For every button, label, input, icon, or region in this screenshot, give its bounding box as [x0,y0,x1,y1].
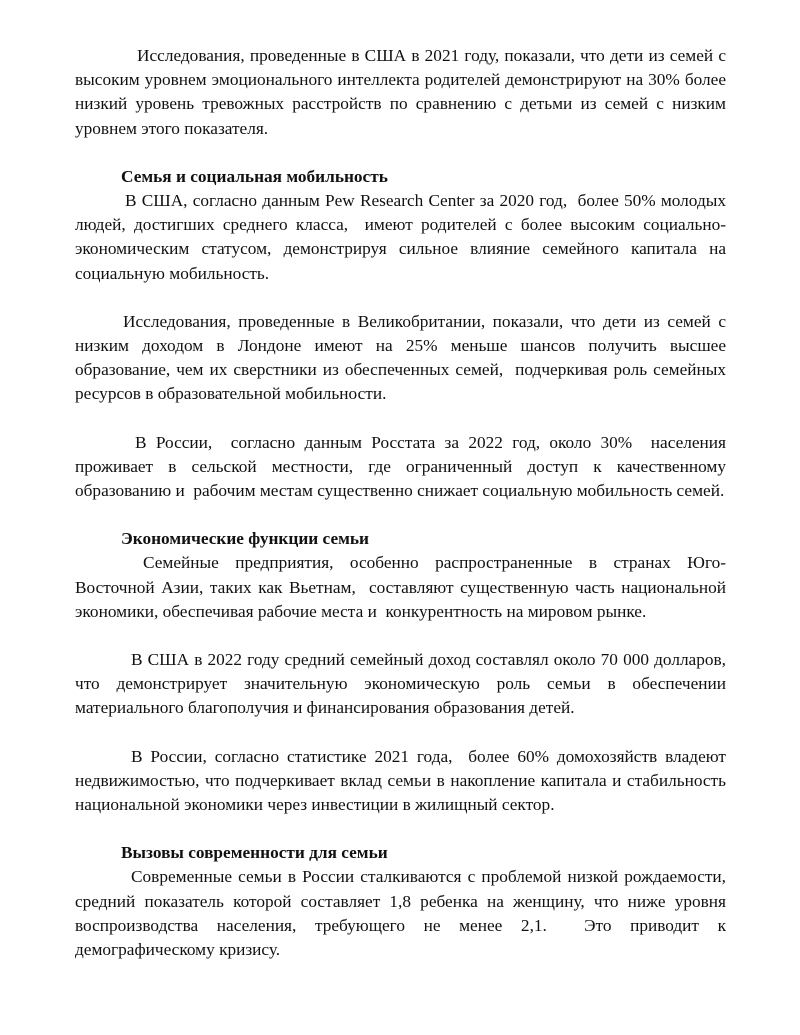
paragraph-birth-rate: Современные семьи в России сталкиваются с проблемой низкой рождаемости, средний показатель которой составляет 1,8 ребенка на женщину, что ниже уровня воспроизводства населения, требующего не менее 2,1. Это приводит к демографическому кризису. [75,867,731,960]
document-page [75,44,731,986]
paragraph-family-enterprises: Семейные предприятия, особенно распространенные в странах Юго-Восточной Азии, таких как Вьетнам, составляют существенную часть национальной экономики, обеспечивая рабочие места и конкурентность на мировом рынке. [75,553,731,621]
paragraph-emotional-intelligence: Исследования, проведенные в США в 2021 году, показали, что дети из семей с высоким уровнем эмоционального интеллекта родителей демонстрируют на 30% более низкий уровень тревожных расстройств по сравнению с детьми из семей с низким уровнем этого показателя. [75,46,731,138]
paragraph-usa-pew-research: В США, согласно данным Pew Research Center за 2020 год, более 50% молодых людей, достигших среднего класса, имеют родителей с более высоким социально-экономическим статусом, демонстрируя сильное влияние семейного капитала на социальную мобильность. [75,191,731,283]
paragraph-uk-london-education: Исследования, проведенные в Великобритании, показали, что дети из семей с низким доходом в Лондоне имеют на 25% меньше шансов получить высшее образование, чем их сверстники из обеспеченных семей, подчеркивая роль семейных ресурсов в образовательной мобильности. [75,311,731,404]
paragraph-usa-family-income: В США в 2022 году средний семейный доход составлял около 70 000 долларов, что демонстрирует значительную экономическую роль семьи в обеспечении материального благополучия и финансирования образования детей. [75,650,731,718]
paragraph-russia-real-estate: В России, согласно статистике 2021 года, более 60% домохозяйств владеют недвижимостью, что подчеркивает вклад семьи в накопление капитала и стабильность национальной экономики через инвестиции в жилищный сектор. [75,746,731,815]
section-heading-modern-challenges: Вызовы современности для семьи [121,843,388,863]
section-heading-social-mobility: Семья и социальная мобильность [121,166,388,186]
paragraph-russia-rural: В России, согласно данным Росстата за 2022 год, около 30% населения проживает в сельской местности, где ограниченный доступ к качественному образованию и рабочим местам существенно снижает социальную мобильность семей. [75,432,731,501]
section-heading-economic-functions: Экономические функции семьи [121,529,369,549]
